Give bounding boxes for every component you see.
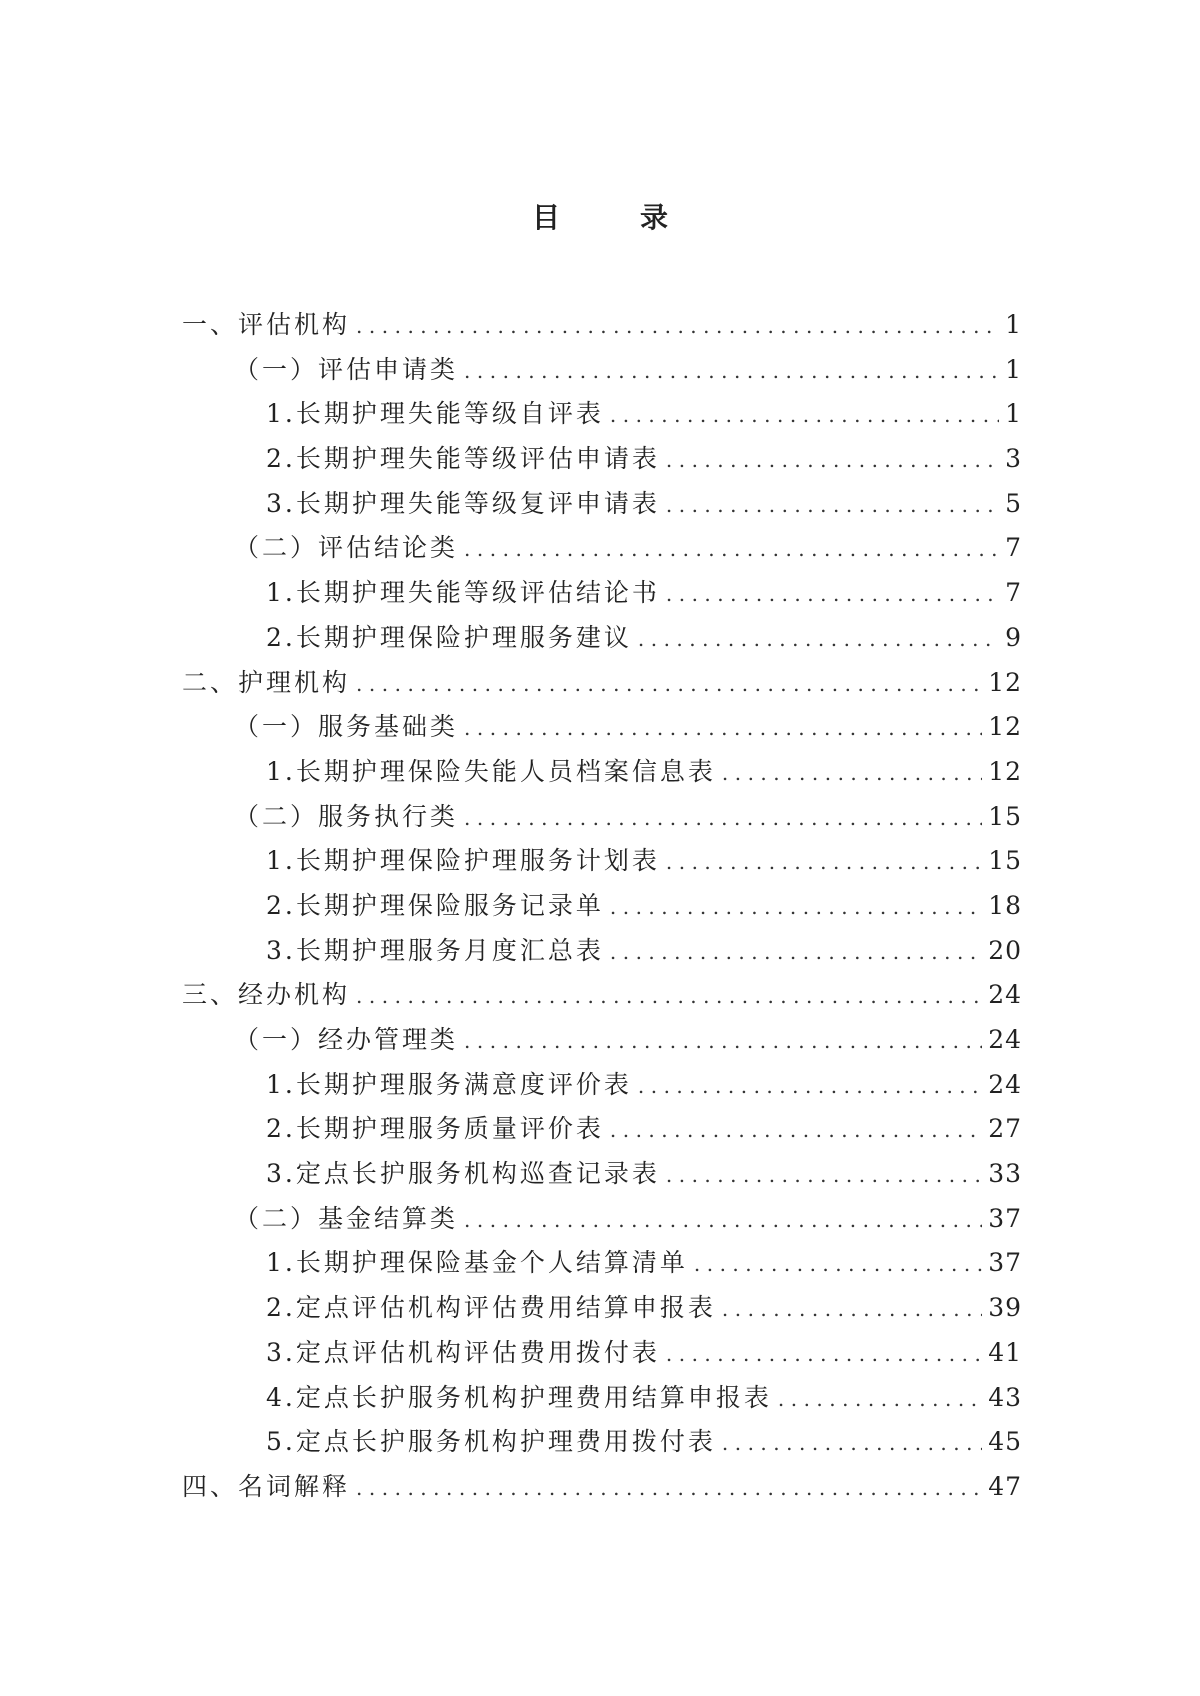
toc-entry[interactable]: [182, 1376, 1022, 1421]
toc-entry-label: 2.定点评估机构评估费用结算申报表: [266, 1293, 716, 1323]
toc-entry-page-number: 18: [988, 890, 1022, 920]
toc-title: 目 录: [531, 201, 694, 234]
toc-entry-page-number: 7: [1005, 533, 1022, 563]
toc-entry-label: 3.长期护理服务月度汇总表: [266, 935, 604, 965]
toc-entry-label: 4.定点长护服务机构护理费用结算申报表: [266, 1382, 772, 1412]
dot-leader: [666, 1332, 982, 1377]
dot-leader: [638, 1064, 982, 1109]
toc-entry[interactable]: [182, 1018, 1022, 1063]
toc-entry-page-number: 24: [988, 1025, 1022, 1054]
toc-entry[interactable]: [182, 1197, 1022, 1242]
toc-entry[interactable]: [182, 705, 1022, 750]
toc-entry-label: 2.长期护理保险服务记录单: [266, 890, 604, 920]
toc-list: [182, 303, 1022, 1510]
dot-leader: [610, 393, 999, 438]
toc-entry[interactable]: [182, 526, 1022, 571]
dot-leader: [722, 751, 982, 796]
toc-entry[interactable]: [182, 661, 1022, 706]
dot-leader: [610, 1108, 982, 1153]
toc-entry[interactable]: [182, 571, 1022, 616]
toc-entry-page-number: 33: [988, 1159, 1022, 1189]
toc-entry[interactable]: [182, 1286, 1022, 1331]
toc-entry-page-number: 7: [1005, 578, 1022, 608]
toc-entry-page-number: 45: [988, 1427, 1022, 1457]
toc-entry-label: 3.长期护理失能等级复评申请表: [266, 488, 660, 518]
toc-entry-label: 四、名词解释: [182, 1471, 351, 1501]
dot-leader: [610, 885, 982, 930]
toc-entry[interactable]: [182, 303, 1022, 348]
dot-leader: [722, 1421, 982, 1466]
dot-leader: [666, 483, 999, 528]
dot-leader: [666, 840, 982, 885]
toc-entry[interactable]: [182, 437, 1022, 482]
toc-entry-page-number: 15: [988, 846, 1022, 876]
toc-entry-page-number: 1: [1005, 399, 1022, 429]
toc-entry-label: 2.长期护理失能等级评估申请表: [266, 444, 660, 474]
toc-entry-page-number: 37: [988, 1203, 1022, 1233]
toc-entry[interactable]: [182, 1107, 1022, 1152]
toc-entry-label: （二）服务执行类: [234, 801, 459, 831]
toc-entry[interactable]: [182, 1420, 1022, 1465]
dot-leader: [666, 1153, 982, 1198]
dot-leader: [356, 304, 999, 349]
toc-entry-label: 1.长期护理保险基金个人结算清单: [266, 1248, 688, 1278]
toc-entry-label: 5.定点长护服务机构护理费用拨付表: [266, 1427, 716, 1457]
dot-leader: [464, 349, 999, 394]
toc-entry-label: 1.长期护理失能等级评估结论书: [266, 578, 660, 608]
dot-leader: [464, 1198, 982, 1243]
toc-entry-page-number: 20: [988, 935, 1022, 965]
dot-leader: [666, 572, 999, 617]
toc-entry[interactable]: [182, 839, 1022, 884]
dot-leader: [356, 662, 982, 707]
dot-leader: [638, 617, 999, 662]
toc-entry-label: 3.定点评估机构评估费用拨付表: [266, 1337, 660, 1367]
toc-entry-label: 二、护理机构: [182, 667, 351, 697]
toc-entry-label: （二）基金结算类: [234, 1203, 459, 1233]
toc-entry-page-number: 3: [1005, 444, 1022, 474]
dot-leader: [722, 1287, 982, 1332]
toc-entry-page-number: 27: [988, 1114, 1022, 1144]
toc-entry[interactable]: [182, 1331, 1022, 1376]
dot-leader: [610, 930, 982, 975]
toc-entry-page-number: 37: [988, 1248, 1022, 1278]
toc-entry-label: 3.定点长护服务机构巡查记录表: [266, 1159, 660, 1189]
toc-entry-label: 一、评估机构: [182, 310, 351, 339]
toc-entry-label: 1.长期护理保险失能人员档案信息表: [266, 756, 716, 786]
toc-entry[interactable]: [182, 795, 1022, 840]
dot-leader: [464, 527, 999, 572]
toc-entry-page-number: 5: [1005, 488, 1022, 518]
toc-entry[interactable]: [182, 750, 1022, 795]
toc-entry-page-number: 1: [1005, 310, 1022, 339]
toc-entry-label: 2.长期护理服务质量评价表: [266, 1114, 604, 1144]
toc-entry[interactable]: [182, 616, 1022, 661]
toc-entry-page-number: 12: [988, 712, 1022, 742]
toc-entry[interactable]: [182, 973, 1022, 1018]
toc-entry-page-number: 15: [988, 801, 1022, 831]
toc-entry-label: （二）评估结论类: [234, 533, 459, 563]
toc-entry-label: （一）评估申请类: [234, 354, 459, 384]
dot-leader: [666, 438, 999, 483]
dot-leader: [464, 796, 982, 841]
toc-entry-page-number: 24: [988, 980, 1022, 1010]
dot-leader: [694, 1242, 982, 1287]
toc-entry[interactable]: [182, 392, 1022, 437]
dot-leader: [778, 1377, 982, 1422]
toc-entry-label: （一）服务基础类: [234, 712, 459, 742]
dot-leader: [356, 1466, 982, 1511]
toc-entry-page-number: 9: [1005, 622, 1022, 652]
toc-entry[interactable]: [182, 1063, 1022, 1108]
toc-entry-page-number: 41: [988, 1337, 1022, 1367]
toc-entry[interactable]: [182, 1465, 1022, 1510]
toc-entry[interactable]: [182, 348, 1022, 393]
dot-leader: [356, 974, 982, 1019]
toc-entry[interactable]: [182, 884, 1022, 929]
toc-entry-label: 三、经办机构: [182, 980, 351, 1010]
toc-entry-page-number: 43: [988, 1382, 1022, 1412]
toc-entry-label: 1.长期护理保险护理服务计划表: [266, 846, 660, 876]
toc-entry-label: 2.长期护理保险护理服务建议: [266, 622, 632, 652]
toc-entry-page-number: 39: [988, 1293, 1022, 1323]
toc-entry-page-number: 47: [988, 1471, 1022, 1501]
toc-entry-page-number: 1: [1005, 354, 1022, 384]
dot-leader: [464, 706, 982, 751]
toc-entry-page-number: 12: [988, 756, 1022, 786]
toc-entry[interactable]: [182, 1241, 1022, 1286]
toc-entry-label: 1.长期护理服务满意度评价表: [266, 1069, 632, 1099]
toc-entry[interactable]: [182, 929, 1022, 974]
toc-entry-label: 1.长期护理失能等级自评表: [266, 399, 604, 429]
toc-entry-page-number: 24: [988, 1069, 1022, 1099]
toc-entry[interactable]: [182, 482, 1022, 527]
dot-leader: [464, 1019, 982, 1064]
toc-entry[interactable]: [182, 1152, 1022, 1197]
toc-entry-label: （一）经办管理类: [234, 1025, 459, 1054]
toc-entry-page-number: 12: [988, 667, 1022, 697]
